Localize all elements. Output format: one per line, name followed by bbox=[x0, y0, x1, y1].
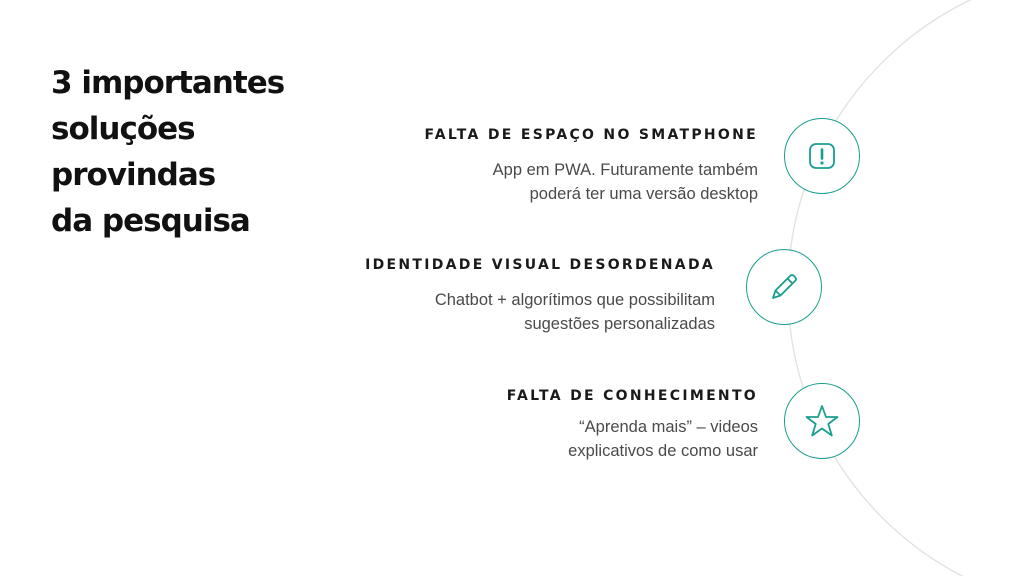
solution-description bbox=[425, 158, 759, 206]
solution-heading: FALTA DE CONHECIMENTO bbox=[506, 388, 758, 404]
exclamation-icon bbox=[808, 142, 836, 170]
title-line: da pesquisa bbox=[51, 203, 250, 239]
star-icon bbox=[804, 403, 840, 439]
solution-heading: FALTA DE ESPAÇO NO SMATPHONE bbox=[424, 127, 758, 143]
title-line: soluções bbox=[51, 111, 195, 147]
description-line: “Aprenda mais” – videos bbox=[579, 418, 758, 436]
solution-description bbox=[507, 415, 758, 463]
title-line: 3 importantes bbox=[51, 65, 285, 101]
description-line: sugestões personalizadas bbox=[524, 315, 715, 333]
solution-item-identity bbox=[365, 256, 715, 336]
description-line: Chatbot + algorítimos que possibilitam bbox=[434, 291, 715, 309]
title-line: provindas bbox=[51, 157, 216, 193]
slide-title bbox=[51, 60, 351, 244]
star-icon-circle bbox=[784, 383, 860, 459]
exclamation-icon-circle bbox=[784, 118, 860, 194]
solution-heading: IDENTIDADE VISUAL DESORDENADA bbox=[365, 257, 715, 273]
solution-description bbox=[365, 288, 715, 336]
solution-item-knowledge bbox=[507, 387, 758, 463]
solution-item-space bbox=[425, 126, 759, 206]
description-line: explicativos de como usar bbox=[568, 442, 758, 460]
pencil-icon-circle bbox=[746, 249, 822, 325]
description-line: App em PWA. Futuramente também bbox=[492, 161, 758, 179]
pencil-icon bbox=[767, 270, 801, 304]
description-line: poderá ter uma versão desktop bbox=[529, 185, 758, 203]
